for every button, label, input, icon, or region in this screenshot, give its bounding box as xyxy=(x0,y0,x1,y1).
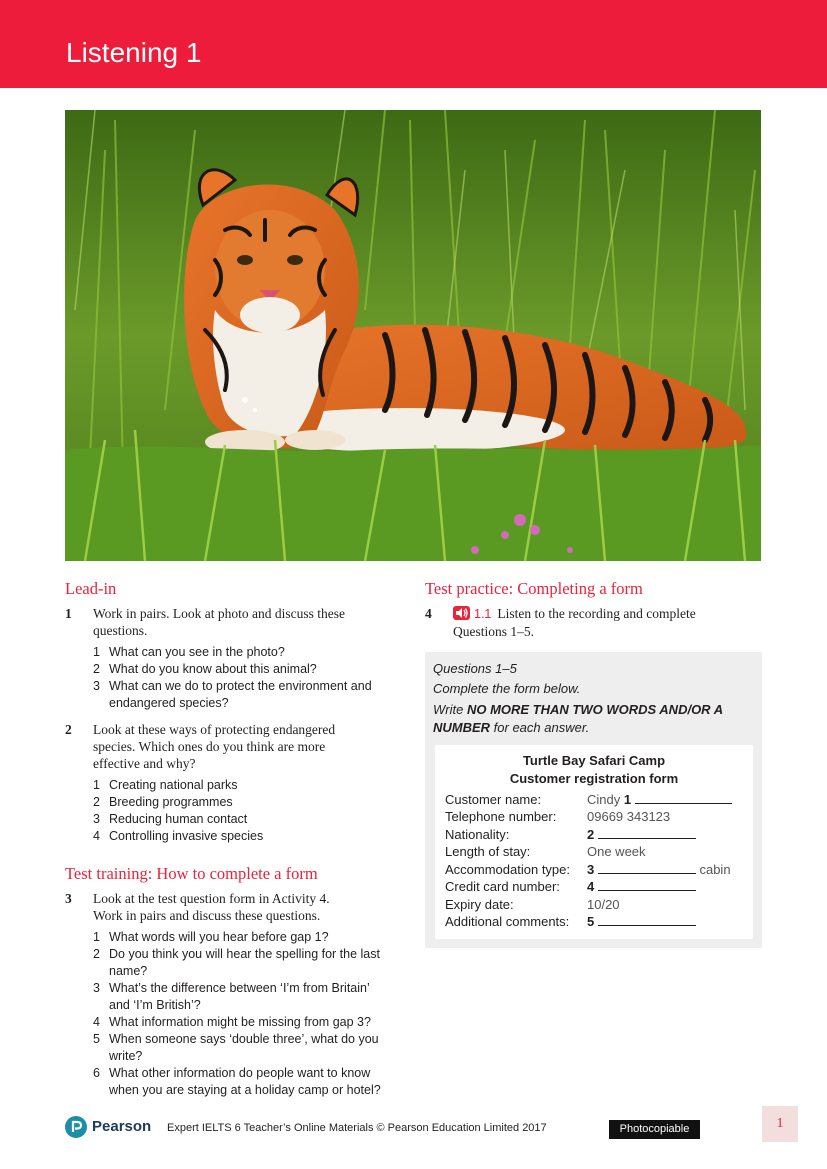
list-item: 2 What do you know about this animal? xyxy=(93,662,317,676)
activity-number: 3 xyxy=(65,891,72,906)
answer-gap[interactable] xyxy=(598,879,696,891)
list-item: 3 What can we do to protect the environment and endangered species? xyxy=(93,679,372,710)
copyright-text: Expert IELTS 6 Teacher’s Online Materials © Pearson Education Limited 2017 xyxy=(167,1122,547,1134)
question-instruction: Complete the form below. xyxy=(433,681,581,696)
tiger-photo xyxy=(65,110,761,561)
word-limit-instruction-cont: NUMBER for each answer. xyxy=(433,720,590,735)
activity-3 xyxy=(65,890,405,926)
activity-3-questions xyxy=(93,929,413,1099)
word-limit-instruction: Write NO MORE THAN TWO WORDS AND/OR A xyxy=(433,702,724,717)
lead-in-heading: Lead-in xyxy=(65,579,117,598)
answer-gap[interactable] xyxy=(598,914,696,926)
question-box xyxy=(425,652,762,948)
page-header xyxy=(0,0,827,88)
list-item: 1 What words will you hear before gap 1? xyxy=(93,930,329,944)
audio-track-number: 1.1 xyxy=(474,607,492,621)
activity-1 xyxy=(65,605,405,645)
answer-gap[interactable] xyxy=(635,792,732,804)
question-range: Questions 1–5 xyxy=(433,661,517,676)
activity-1-questions xyxy=(93,644,413,712)
list-item: 1 What can you see in the photo? xyxy=(93,645,285,659)
activity-2 xyxy=(65,721,405,777)
list-item: 6 What other information do people want to know when you are staying at a holiday camp or hotel? xyxy=(93,1066,381,1097)
activity-instruction: Look at the test question form in Activity 4. Work in pairs and discuss these questions. xyxy=(93,891,330,923)
audio-speaker-icon[interactable] xyxy=(453,606,470,620)
list-item: 5 When someone says ‘double three’, what do you write? xyxy=(93,1032,379,1063)
list-item: 3 Reducing human contact xyxy=(93,812,248,826)
activity-instruction: Look at these ways of protecting endangered species. Which ones do you think are more effective and why? xyxy=(93,722,336,771)
form-subtitle: Customer registration form xyxy=(509,771,679,786)
activity-2-options xyxy=(93,777,413,845)
activity-number: 4 xyxy=(425,606,432,621)
test-training-heading: Test training: How to complete a form xyxy=(65,864,318,883)
activity-number: 2 xyxy=(65,722,72,737)
list-item: 3 What’s the difference between ‘I’m from Britain’ and ‘I’m British’? xyxy=(93,981,370,1012)
answer-gap[interactable] xyxy=(598,827,696,839)
registration-form: Turtle Bay Safari Camp Customer registration form Customer name: Cindy 1 Telephone number: 09669 343123 Nationality: 2 Length of stay: One week Accommodation type: 3 cabin Credit card number: 4 Expiry date: 10/20 Additional comments: 5 xyxy=(435,745,753,939)
brand-name: Pearson xyxy=(92,1118,152,1135)
pearson-logo-icon xyxy=(65,1116,87,1138)
photocopiable-badge: Photocopiable xyxy=(609,1120,700,1139)
test-practice-heading: Test practice: Completing a form xyxy=(425,579,643,598)
activity-instruction: Work in pairs. Look at photo and discuss these questions. xyxy=(93,606,345,638)
list-item: 1 Creating national parks xyxy=(93,778,238,792)
tiger-illustration xyxy=(65,110,761,561)
form-title: Turtle Bay Safari Camp xyxy=(522,753,666,768)
activity-4 xyxy=(425,605,762,641)
list-item: 2 Breeding programmes xyxy=(93,795,233,809)
answer-gap[interactable] xyxy=(598,862,696,874)
list-item: 2 Do you think you will hear the spelling for the last name? xyxy=(93,947,380,978)
list-item: 4 Controlling invasive species xyxy=(93,829,264,843)
page-title: Listening 1 xyxy=(66,37,202,68)
activity-number: 1 xyxy=(65,606,72,621)
activity-instruction: 1.1 Listen to the recording and complete Questions 1–5. xyxy=(453,606,696,639)
page-number: 1 xyxy=(762,1106,798,1142)
list-item: 4 What information might be missing from gap 3? xyxy=(93,1015,371,1029)
